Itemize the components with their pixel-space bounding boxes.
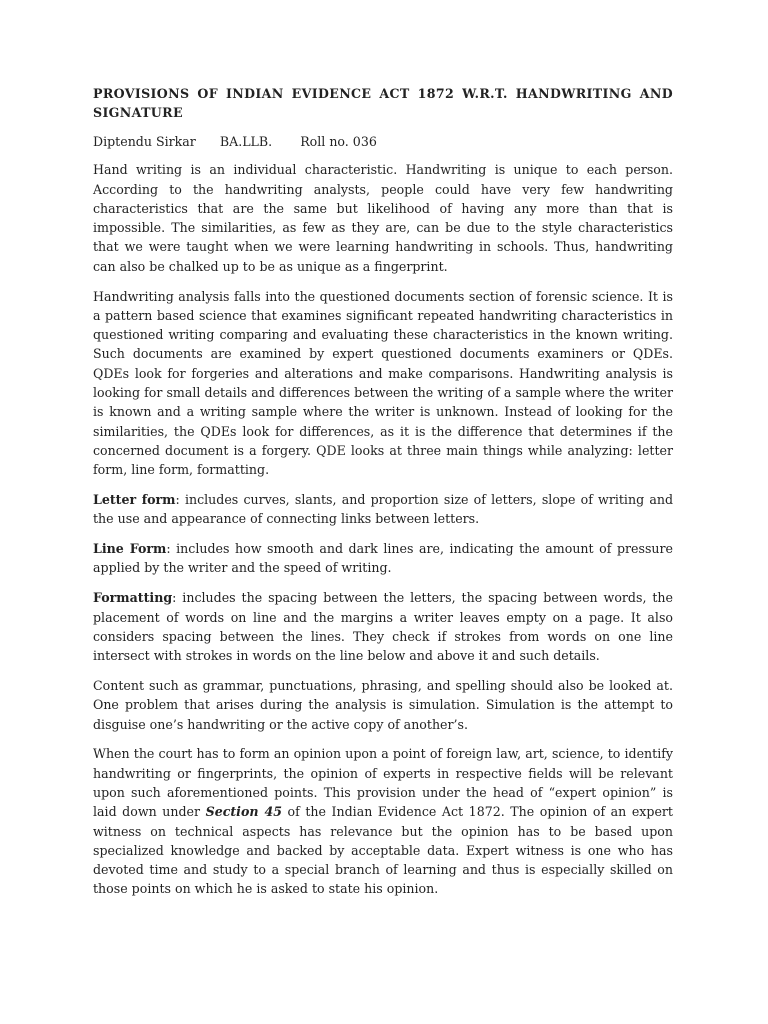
document-page xyxy=(93,84,673,909)
paragraph-expert-opinion xyxy=(93,744,673,898)
paragraph-letter-form xyxy=(93,490,673,529)
expert-opinion-text-start: When the court has to form an opinion upon a point of foreign law, art, science, to identify handwriting or fingerprints, the opinion of experts in respective fields will be relevant upon such aforementioned points. This provision under the head of “expert opinion” is laid down under xyxy=(93,746,673,820)
expert-opinion-text-end: of the Indian Evidence Act 1872. The opinion of an expert witness on technical aspects has relevance but the opinion has to be based upon specialized knowledge and backed by acceptable data. Expert witness is one who has devoted time and study to a special branch of learning and thus is especially skilled on those points on which he is asked to state his opinion. xyxy=(93,804,673,897)
formatting-term: Formatting xyxy=(93,590,173,606)
line-form-text: : includes how smooth and dark lines are, indicating the amount of pressure applied by the writer and the speed of writing. xyxy=(93,541,673,576)
paragraph-line-form xyxy=(93,539,673,578)
byline xyxy=(93,132,673,151)
paragraph-intro: Hand writing is an individual characteristic. Handwriting is unique to each person. According to the handwriting analysts, people could have very few handwriting characteristics that are the same but likelihood of having any more than that is impossible. The similarities, as few as they are, can be due to the style characteristics that we were taught when we were learning handwriting in schools. Thus, handwriting can also be chalked up to be as unique as a fingerprint. xyxy=(93,162,673,274)
degree: BA.LLB. xyxy=(219,134,273,149)
letter-form-term: Letter form xyxy=(93,492,176,508)
line-form-term: Line Form xyxy=(93,541,167,557)
section-45-reference: Section 45 xyxy=(205,804,282,820)
paragraph-formatting xyxy=(93,588,673,665)
letter-form-text: : includes curves, slants, and proportion size of letters, slope of writing and the use and appearance of connecting links between letters. xyxy=(93,492,674,527)
paragraph-content: Content such as grammar, punctuations, phrasing, and spelling should also be looked at. One problem that arises during the analysis is simulation. Simulation is the attempt to disguise one’s handwriting or the active copy of another’s. xyxy=(93,677,673,732)
formatting-text: : includes the spacing between the letters, the spacing between words, the placement of words on line and the margins a writer leaves empty on a page. It also considers spacing between the lines. They check if strokes from words on one line intersect with strokes in words on the line below and above it and such details. xyxy=(93,590,673,664)
document-title: PROVISIONS OF INDIAN EVIDENCE ACT 1872 W.R.T. HANDWRITING AND SIGNATURE xyxy=(93,86,673,120)
paragraph-analysis: Handwriting analysis falls into the questioned documents section of forensic science. It is a pattern based science that examines significant repeated handwriting characteristics in questioned writing comparing and evaluating these characteristics in the known writing. Such documents are examined by expert questioned documents examiners or QDEs. QDEs look for forgeries and alterations and make comparisons. Handwriting analysis is looking for small details and differences between the writing of a sample where the writer is known and a writing sample where the writer is unknown. Instead of looking for the similarities, the QDEs look for differences, as it is the difference that determines if the concerned document is a forgery. QDE looks at three main things while analyzing: letter form, line form, formatting. xyxy=(93,288,673,478)
author-name: Diptendu Sirkar xyxy=(93,134,196,149)
roll-number: Roll no. 036 xyxy=(300,134,377,149)
